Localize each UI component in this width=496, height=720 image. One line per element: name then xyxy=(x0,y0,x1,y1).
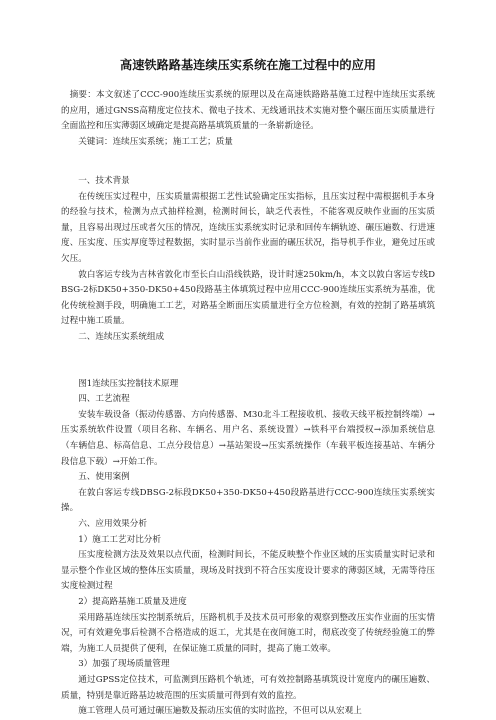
body-paragraph: 施工管理人员可通过碾压遍数及振动压实值的实时监控，不但可以从宏观上 xyxy=(78,706,362,717)
section-heading: 五、使用案例 xyxy=(78,472,130,483)
body-paragraph: 在传统压实过程中，压实质量需根据工艺性试验确定压实指标，且压实过程中需根据机手本身的经验与技术，检测为点式抽样检测，检测时间长，缺乏代表性，不能客观反映作业面的压实质量，且容易出现过压或者欠压的情况，连续压实系统实时记录和回传车辆轨迹、碾压遍数、行进速度、压实度、压实厚度等过程数据，实时显示当前作业面的碾压状况，指导机手作业，避免过压或欠压。 xyxy=(61,191,435,264)
body-paragraph: 在敦白客运专线DBSG-2标段DK50+350-DK50+450段路基进行CCC-900连续压实系统实操。 xyxy=(61,487,435,514)
subsection-heading: 1）施工工艺对比分析 xyxy=(78,534,161,545)
subsection-heading: 2）提高路基施工质量及进度 xyxy=(78,597,187,607)
body-paragraph: 安装车载设备（振动传感器、方向传感器、M30北斗工程接收机、接收天线平板控制终端）→压实系统软件设置（项目名称、车辆名、用户名、系统设置）→铁科平台端授权→添加系统信息（车辆信息、标高信息、工点分段信息）→基站架设→压实系统操作（车载平板连接基站、车辆分段信息下载）→开始工作。 xyxy=(61,409,435,467)
abstract-paragraph: 摘要：本文叙述了CCC-900连续压实系统的原理以及在高速铁路路基施工过程中连续压实系统的应用，通过GNSS高精度定位技术、微电子技术、无线通讯技术实施对整个碾压面压实质量进行全面监控和压实薄弱区域确定是提高路基填筑质量的一条崭新途径。 xyxy=(61,90,435,132)
section-heading: 一、技术背景 xyxy=(78,175,130,186)
figure-caption: 图1连续压实控制技术原理 xyxy=(78,378,179,389)
subsection-heading: 3）加强了现场质量管理 xyxy=(78,659,170,670)
body-paragraph: 通过GPSS定位技术，可监测到压路机个轨迹，可有效控制路基填筑设计宽度内的碾压遍数、质量，特别是靠近路基边坡范围的压实质量可得到有效的监控。 xyxy=(61,674,435,701)
blank-line xyxy=(61,361,435,377)
body-paragraph: 敦白客运专线为吉林省敦化市至长白山沿线铁路，设计时速250km/h，本文以敦白客运专线DBSG-2标DK50+350-DK50+450段路基主体填筑过程中应用CCC-900连续压实系统为基准，优化传统检测手段，明确施工工艺，对路基全断面压实质量进行全方位检测，有效的控制了路基填筑过程中施工质量。 xyxy=(61,269,435,327)
section-heading: 四、工艺流程 xyxy=(78,394,130,405)
section-heading: 六、应用效果分析 xyxy=(78,519,147,530)
keywords-line: 关键词：连续压实系统；施工工艺；质量 xyxy=(78,136,233,147)
section-heading: 二、连续压实系统组成 xyxy=(78,331,165,342)
document-body xyxy=(61,88,435,720)
blank-line xyxy=(61,150,435,166)
body-paragraph: 压实度检测方法及效果以点代面，检测时间长，不能反映整个作业区域的压实质量实时记录和显示整个作业区域的整体压实质量，现场及时找到不符合压实度设计要求的薄弱区域，无需等待压实度检测过程 xyxy=(61,550,435,592)
blank-line xyxy=(61,166,435,174)
body-paragraph: 采用路基连续压实控制系统后，压路机机手及技术员可形象的观察到整改压实作业面的压实情况，可有效避免事后检测不合格造成的返工，尤其是在夜间施工时，彻底改变了传统经验施工的弊端，为施工人员提供了便利，在保证施工质量的同时，提高了施工效率。 xyxy=(61,612,435,654)
document-title: 高速铁路路基连续压实系统在施工过程中的应用 xyxy=(120,58,376,72)
blank-line xyxy=(61,346,435,362)
